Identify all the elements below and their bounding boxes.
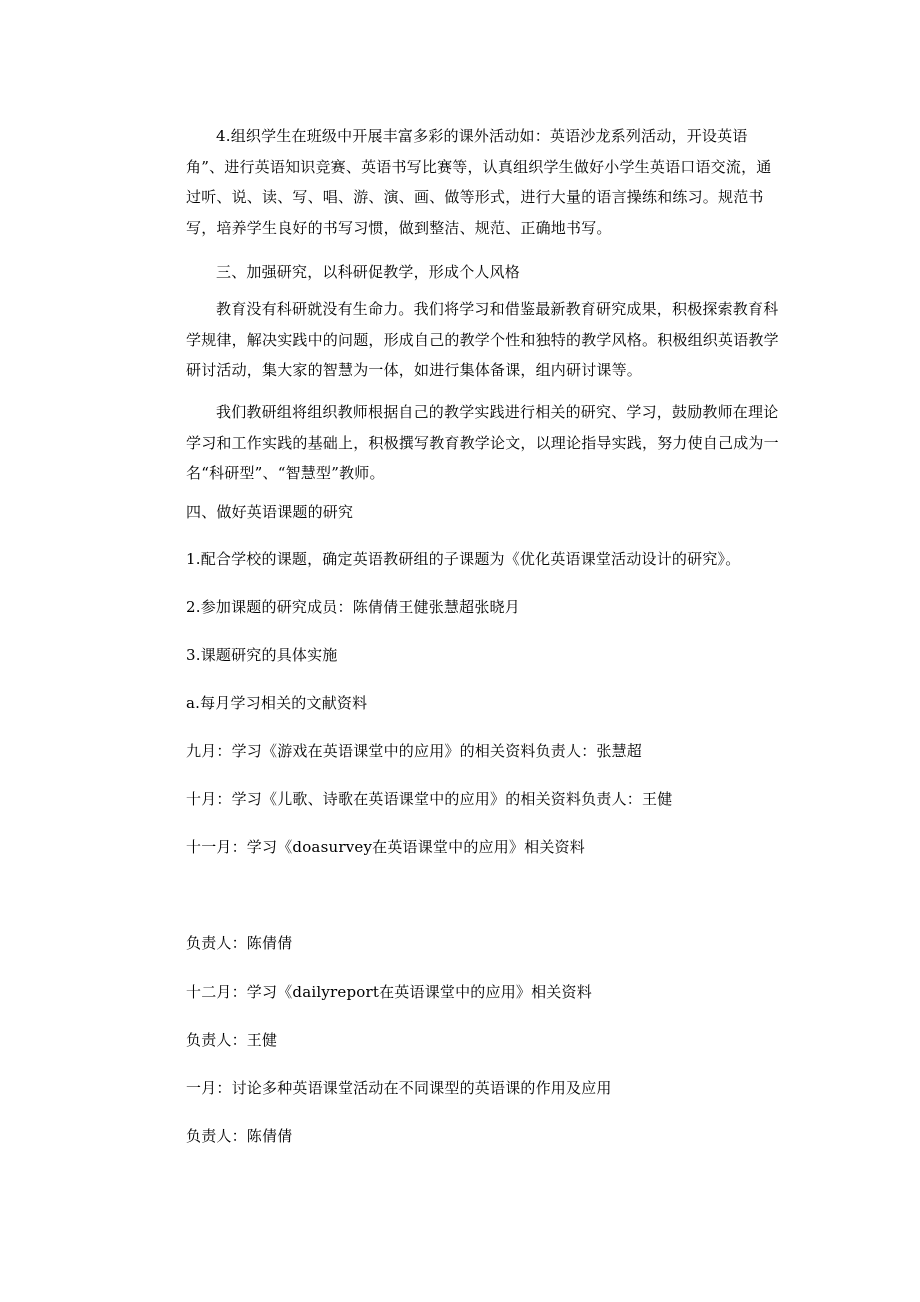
list-item-subtopic: 1.配合学校的课题，确定英语教研组的子课题为《优化英语课堂活动设计的研究》。: [186, 550, 741, 568]
paragraph-teaching-group: 我们教研组将组织教师根据自己的教学实践进行相关的研究、学习，鼓励教师在理论学习和工作实践的基础上，积极撰写教育教学论文，以理论指导实践，努力使自己成为一名“科研型”、“智慧型”教师。: [186, 403, 779, 482]
schedule-september: 九月：学习《游戏在英语课堂中的应用》的相关资料负责人：张慧超: [186, 742, 643, 760]
heading-section-four: 四、做好英语课题的研究: [186, 503, 354, 521]
paragraph-research: 教育没有科研就没有生命力。我们将学习和借鉴最新教育研究成果，积极探索教育科学规律，解决实践中的问题，形成自己的教学个性和独特的教学风格。积极组织英语教学研讨活动，集大家的智慧为一体，如进行集体备课，组内研讨课等。: [186, 300, 779, 379]
list-item-monthly-study: a.每月学习相关的文献资料: [186, 694, 368, 712]
list-item-members: 2.参加课题的研究成员：陈倩倩王健张慧超张晓月: [186, 598, 520, 616]
paragraph-activities: 4.组织学生在班级中开展丰富多彩的课外活动如：英语沙龙系列活动，开设英语角”、进行英语知识竞赛、英语书写比赛等，认真组织学生做好小学生英语口语交流，通过听、说、读、写、唱、游、演、画、做等形式，进行大量的语言操练和练习。规范书写，培养学生良好的书写习惯，做到整洁、规范、正确地书写。: [186, 127, 772, 237]
schedule-october: 十月：学习《儿歌、诗歌在英语课堂中的应用》的相关资料负责人：王健: [186, 790, 673, 808]
schedule-november: 十一月：学习《doasurvey在英语课堂中的应用》相关资料: [186, 838, 585, 856]
schedule-january: 一月：讨论多种英语课堂活动在不同课型的英语课的作用及应用: [186, 1079, 612, 1097]
schedule-december: 十二月：学习《dailyreport在英语课堂中的应用》相关资料: [186, 983, 592, 1001]
list-item-implementation: 3.课题研究的具体实施: [186, 646, 338, 664]
heading-section-three: 三、加强研究，以科研促教学，形成个人风格: [216, 263, 521, 281]
responsible-november: 负责人：陈倩倩: [186, 934, 293, 952]
responsible-december: 负责人：王健: [186, 1031, 278, 1049]
responsible-january: 负责人：陈倩倩: [186, 1127, 293, 1145]
